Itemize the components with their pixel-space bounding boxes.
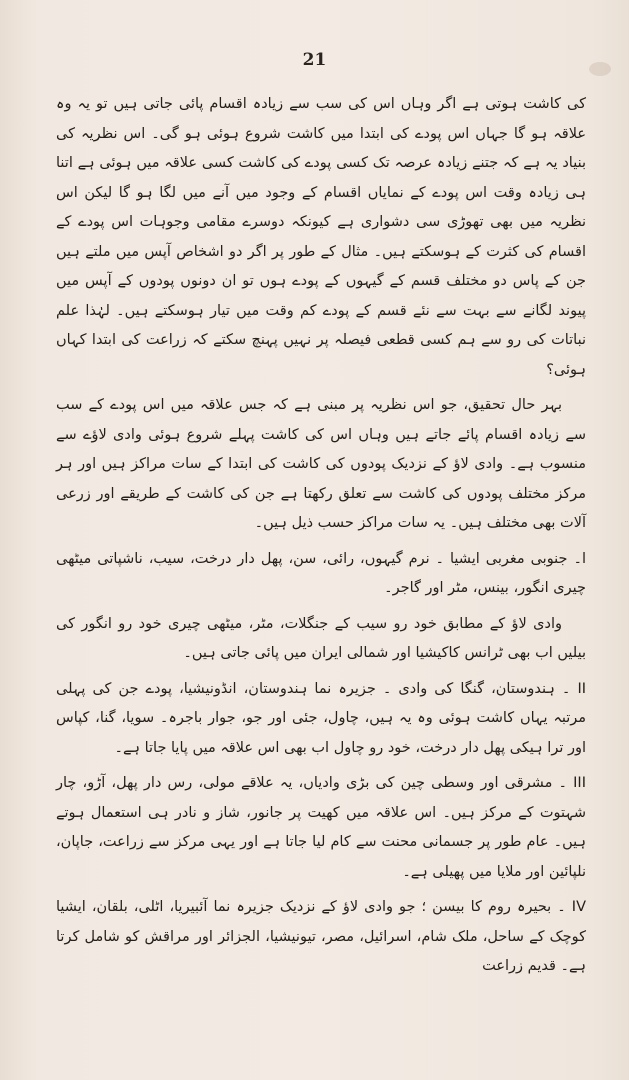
body-text	[56, 90, 586, 988]
page-number: 21	[302, 50, 327, 70]
paragraph-wild-apple-forests: وادی لاؤ کے مطابق خود رو سیب کے جنگلات، مٹر، میٹھی چیری خود رو انگور کی بیلیں اب بھی ٹرانس کاکیشیا اور شمالی ایران میں پائی جاتی ہیں۔	[56, 615, 586, 661]
list-item-southwest-asia: ا۔ جنوبی مغربی ایشیا ۔ نرم گیہوں، رائی، سن، پھل دار درخت، سیب، ناشپاتی میٹھی چیری انگور، بینس، مٹر اور گاجر۔	[56, 550, 586, 596]
list-item-india-ganges: II ۔ ہندوستان، گنگا کی وادی ۔ جزیرہ نما ہندوستان، انڈونیشیا، پودے جن کی پہلی مرتبہ یہاں کاشت ہوئی وہ یہ ہیں، چاول، جئی اور جو، جوار باجرہ۔ سویا، گنا، کپاس اور ترا ہیکی پھل دار درخت، خود رو چاول اب بھی اس علاقہ میں پایا جاتا ہے۔	[56, 680, 586, 756]
paragraph-research-centers: بہر حال تحقیق، جو اس نظریہ پر مبنی ہے کہ جس علاقہ میں اس پودے کے سب سے زیادہ اقسام پائے جاتے ہیں وہاں اس کی کاشت پہلے شروع ہوئی وادی لاؤے سے منسوب ہے۔ وادی لاؤ کے نزدیک پودوں کی کاشت کی ابتدا کے سات مراکز ہیں اور ہر مرکز مختلف پودوں کی کاشت سے تعلق رکھتا ہے جن کی کاشت کے طریقے اور زرعی آلات بھی مختلف ہیں۔ یہ سات مراکز حسب ذیل ہیں۔	[56, 397, 586, 531]
list-item-mediterranean-basin: IV ۔ بحیرہ روم کا بیسن ؛ جو وادی لاؤ کے نزدیک جزیرہ نما آئبیریا، اٹلی، بلقان، ایشیا کوچک کے ساحل، ملک شام، اسرائیل، مصر، تیونیشیا، الجزائر اور مراقش کو شامل کرتا ہے۔ قدیم زراعت	[56, 899, 586, 974]
paragraph-botanical-theory: کی کاشت ہوتی ہے اگر وہاں اس کی سب سے زیادہ اقسام پائی جاتی ہیں تو یہ وہ علاقہ ہو گا جہاں اس پودے کی ابتدا میں کاشت شروع ہوئی ہو گی۔ اس نظریہ کی بنیاد یہ ہے کہ جتنے زیادہ عرصہ تک کسی پودے کی کاشت کسی علاقہ میں ہوئی ہے اتنا ہی زیادہ وقت اس پودے کے نمایاں اقسام کے وجود میں آنے میں لگا ہو گا لیکن اس نظریہ میں بھی تھوڑی سی دشواری ہے کیونکہ دوسرے مقامی وجوہات اس پودے کے اقسام کی کثرت کے ہوسکتے ہیں۔ مثال کے طور پر اگر دو اشخاص آپس میں ملتے ہیں جن کے پاس دو مختلف قسم کے گیہوں کے پودے ہوں تو ان دونوں پودوں کے آپس میں پیوند لگانے سے بہت سے نئے قسم کے پودے کم وقت میں تیار ہوسکتے ہیں۔ لہٰذا علم نباتات کی رو سے ہم کسی قطعی فیصلہ پر نہیں پہنچ سکتے کہ زراعت کی ابتدا کہاں ہوئی؟	[56, 96, 586, 378]
list-item-china-valleys: III ۔ مشرقی اور وسطی چین کی بڑی وادیاں، یہ علاقے مولی، رس دار پھل، آڑو، چار شہتوت کے مرکز ہیں۔ اس علاقہ میں کھیت پر جانور، شاز و نادر ہی استعمال ہوتے ہیں۔ عام طور پر جسمانی محنت سے کام لیا جاتا ہے اور یہی مرکز سے زراعت، جاپان، نلپائین اور ملایا میں پھیلی ہے۔	[56, 775, 586, 880]
